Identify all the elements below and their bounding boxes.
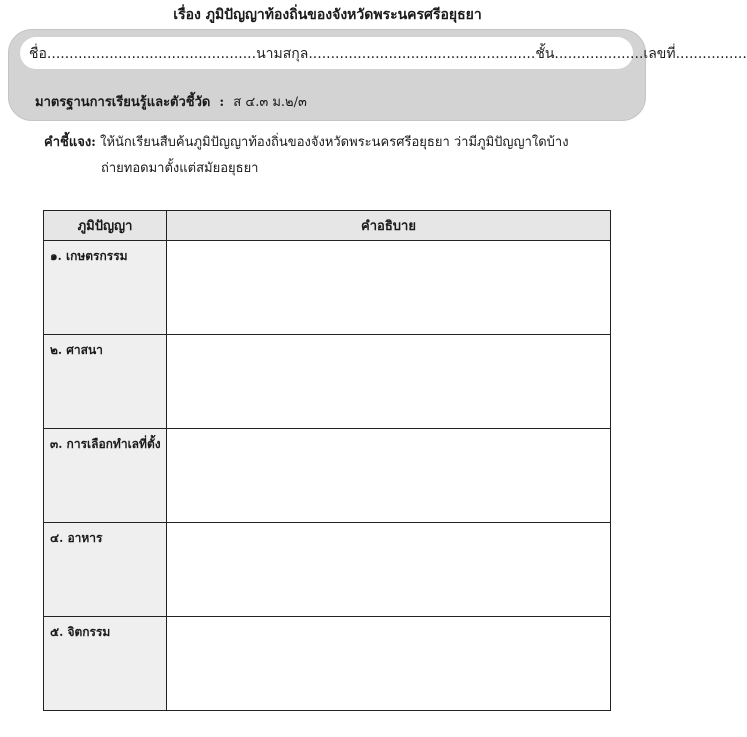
- wisdom-table: [43, 210, 611, 711]
- number-label: เลขที่: [643, 46, 676, 62]
- student-info-fields: [29, 43, 747, 65]
- standard-code: ส ๔.๓ ม.๒/๓: [233, 95, 307, 110]
- learning-standard: [35, 91, 307, 112]
- surname-field[interactable]: ...................................................: [308, 46, 536, 62]
- description-cell[interactable]: [167, 429, 611, 523]
- table-row: [44, 241, 611, 335]
- topic-cell: ๑. เกษตรกรรม: [44, 241, 167, 335]
- number-field[interactable]: ................: [675, 46, 747, 62]
- topic-cell: ๔. อาหาร: [44, 523, 167, 617]
- topic-cell: ๒. ศาสนา: [44, 335, 167, 429]
- topic-cell: ๕. จิตกรรม: [44, 617, 167, 711]
- table-row: [44, 523, 611, 617]
- standard-label: มาตรฐานการเรียนรู้และตัวชี้วัด: [35, 95, 211, 110]
- table-row: [44, 429, 611, 523]
- column-header-wisdom: ภูมิปัญญา: [44, 211, 167, 241]
- table-row: [44, 617, 611, 711]
- header-band: [8, 29, 747, 121]
- class-field[interactable]: ....................: [554, 46, 644, 62]
- topic-cell: ๓. การเลือกทำเลที่ตั้ง: [44, 429, 167, 523]
- worksheet-title: เรื่อง ภูมิปัญญาท้องถิ่นของจังหวัดพระนครศรีอยุธยา: [173, 7, 482, 23]
- table-header-row: [44, 211, 611, 241]
- instruction-line-2: ถ่ายทอดมาตั้งแต่สมัยอยุธยา: [101, 161, 259, 176]
- student-info-bar: [20, 37, 747, 69]
- instruction-line-1: ให้นักเรียนสืบค้นภูมิปัญญาท้องถิ่นของจังหวัดพระนครศรีอยุธยา ว่ามีภูมิปัญญาใดบ้าง: [100, 135, 569, 150]
- table-row: [44, 335, 611, 429]
- class-label: ชั้น: [535, 46, 555, 62]
- description-cell[interactable]: [167, 523, 611, 617]
- column-header-description: คำอธิบาย: [167, 211, 611, 241]
- description-cell[interactable]: [167, 241, 611, 335]
- surname-label: นามสกุล: [256, 46, 309, 62]
- name-field[interactable]: ...............................................: [46, 46, 257, 62]
- instruction-block: [44, 130, 634, 182]
- description-cell[interactable]: [167, 335, 611, 429]
- description-cell[interactable]: [167, 617, 611, 711]
- instruction-label: คำชี้แจง:: [44, 135, 96, 150]
- standard-separator: :: [219, 95, 225, 110]
- name-label: ชื่อ: [29, 46, 47, 62]
